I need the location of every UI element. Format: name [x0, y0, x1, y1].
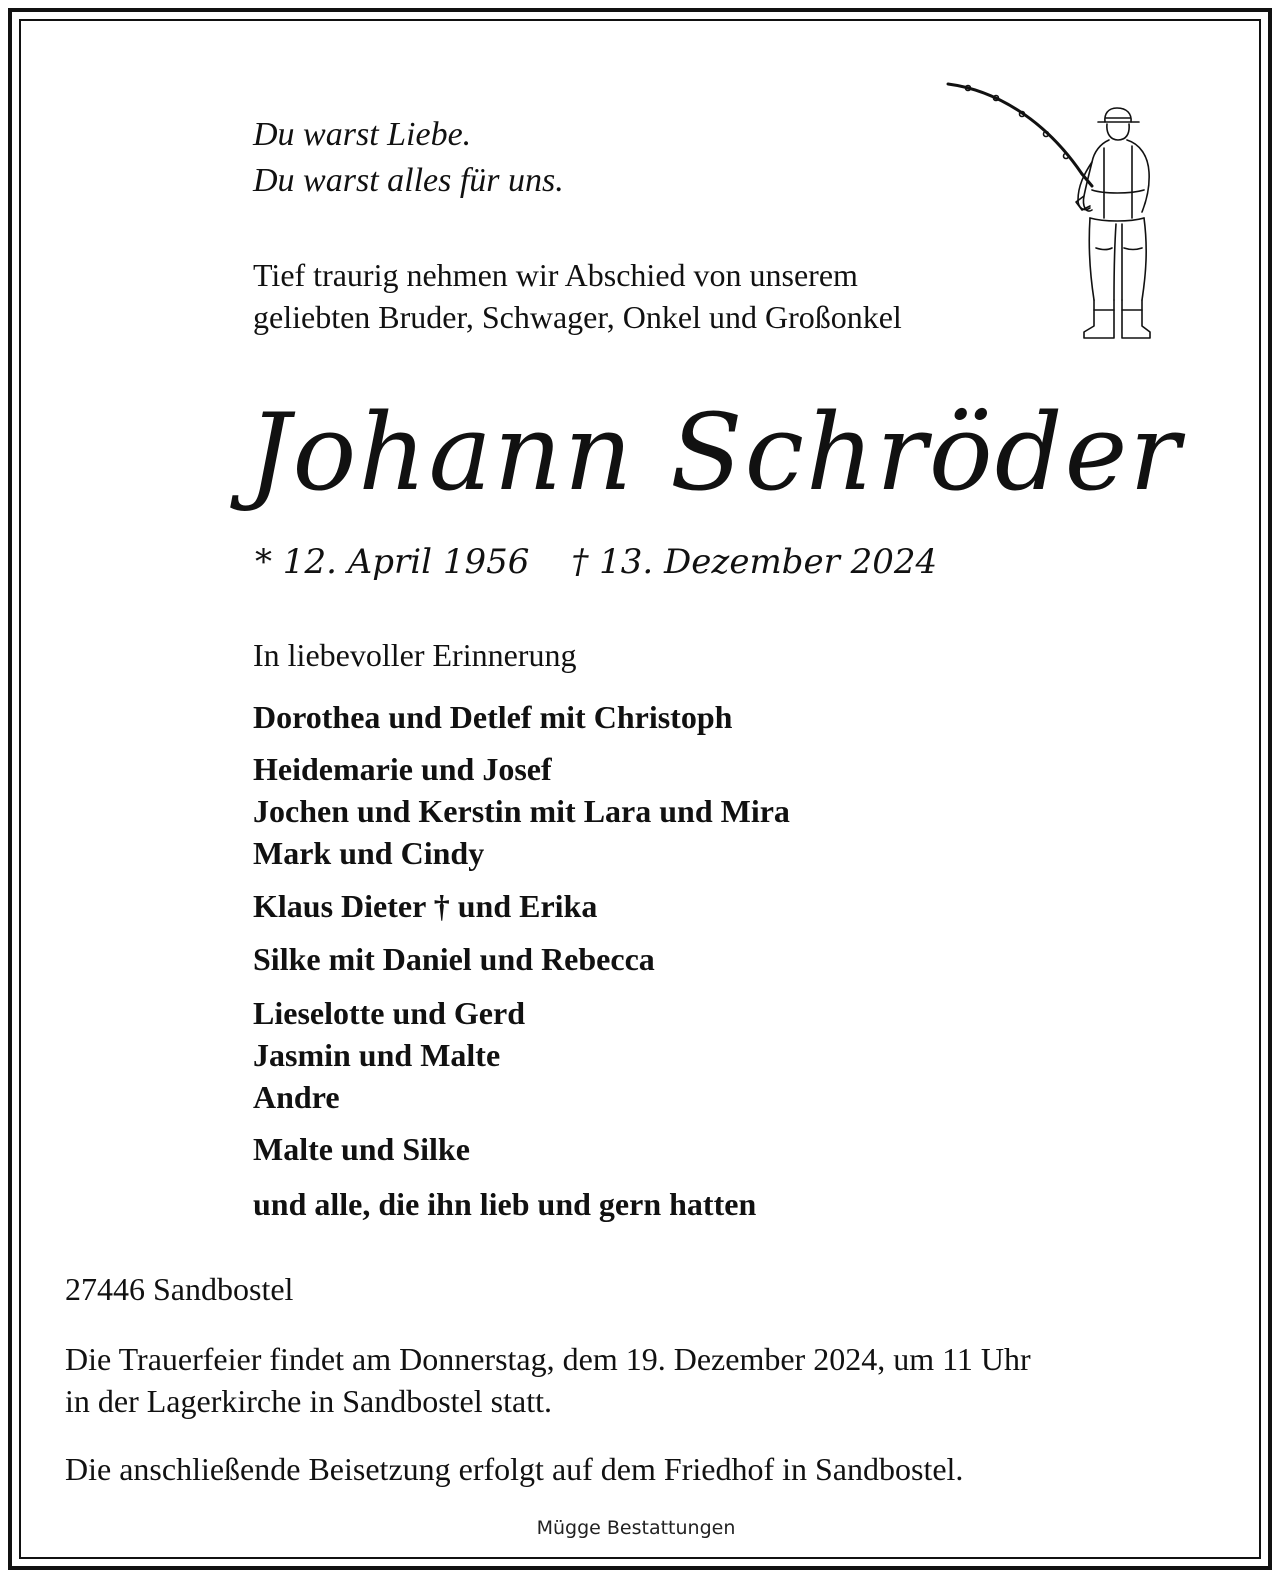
location: 27446 Sandbostel: [65, 1271, 294, 1307]
life-dates: [255, 538, 937, 586]
family-group: [253, 938, 655, 980]
family-line: Andre: [253, 1079, 340, 1115]
undertaker-credit: Mügge Bestattungen: [536, 1517, 736, 1539]
death-date: † 13. Dezember 2024: [571, 542, 938, 582]
family-line: und alle, die ihn lieb und gern hatten: [253, 1186, 757, 1222]
intro-line-2: geliebten Bruder, Schwager, Onkel und Großonkel: [253, 299, 902, 335]
family-line: Klaus Dieter † und Erika: [253, 888, 598, 924]
funeral-line-1: Die Trauerfeier findet am Donnerstag, dem 19. Dezember 2024, um 11 Uhr: [65, 1341, 1031, 1377]
poem-line-2: Du warst alles für uns.: [253, 162, 564, 199]
family-line: Lieselotte und Gerd: [253, 995, 525, 1031]
burial-info: Die anschließende Beisetzung erfolgt auf dem Friedhof in Sandbostel.: [65, 1451, 964, 1487]
poem-line-1: Du warst Liebe.: [253, 116, 472, 153]
family-group: [253, 1183, 756, 1225]
family-line: Mark und Cindy: [253, 835, 485, 871]
memory-line: In liebevoller Erinnerung: [253, 637, 577, 673]
family-line: Silke mit Daniel und Rebecca: [253, 941, 655, 977]
family-group: [253, 748, 790, 874]
family-group: [253, 1128, 470, 1170]
intro-text: [253, 254, 902, 338]
family-line: Jasmin und Malte: [253, 1037, 501, 1073]
fisherman-with-rod-icon: [944, 78, 1156, 346]
funeral-line-2: in der Lagerkirche in Sandbostel statt.: [65, 1383, 552, 1419]
family-line: Malte und Silke: [253, 1131, 470, 1167]
poem: [253, 112, 564, 204]
family-line: Jochen und Kerstin mit Lara und Mira: [253, 793, 790, 829]
family-line: Heidemarie und Josef: [253, 751, 552, 787]
deceased-name: Johann Schröder: [248, 391, 1183, 514]
funeral-info: [65, 1338, 1031, 1422]
family-group: [253, 885, 597, 927]
family-group: [253, 696, 732, 738]
birth-date: * 12. April 1956: [255, 542, 530, 582]
intro-line-1: Tief traurig nehmen wir Abschied von unserem: [253, 257, 858, 293]
family-group: [253, 992, 525, 1118]
family-line: Dorothea und Detlef mit Christoph: [253, 699, 733, 735]
